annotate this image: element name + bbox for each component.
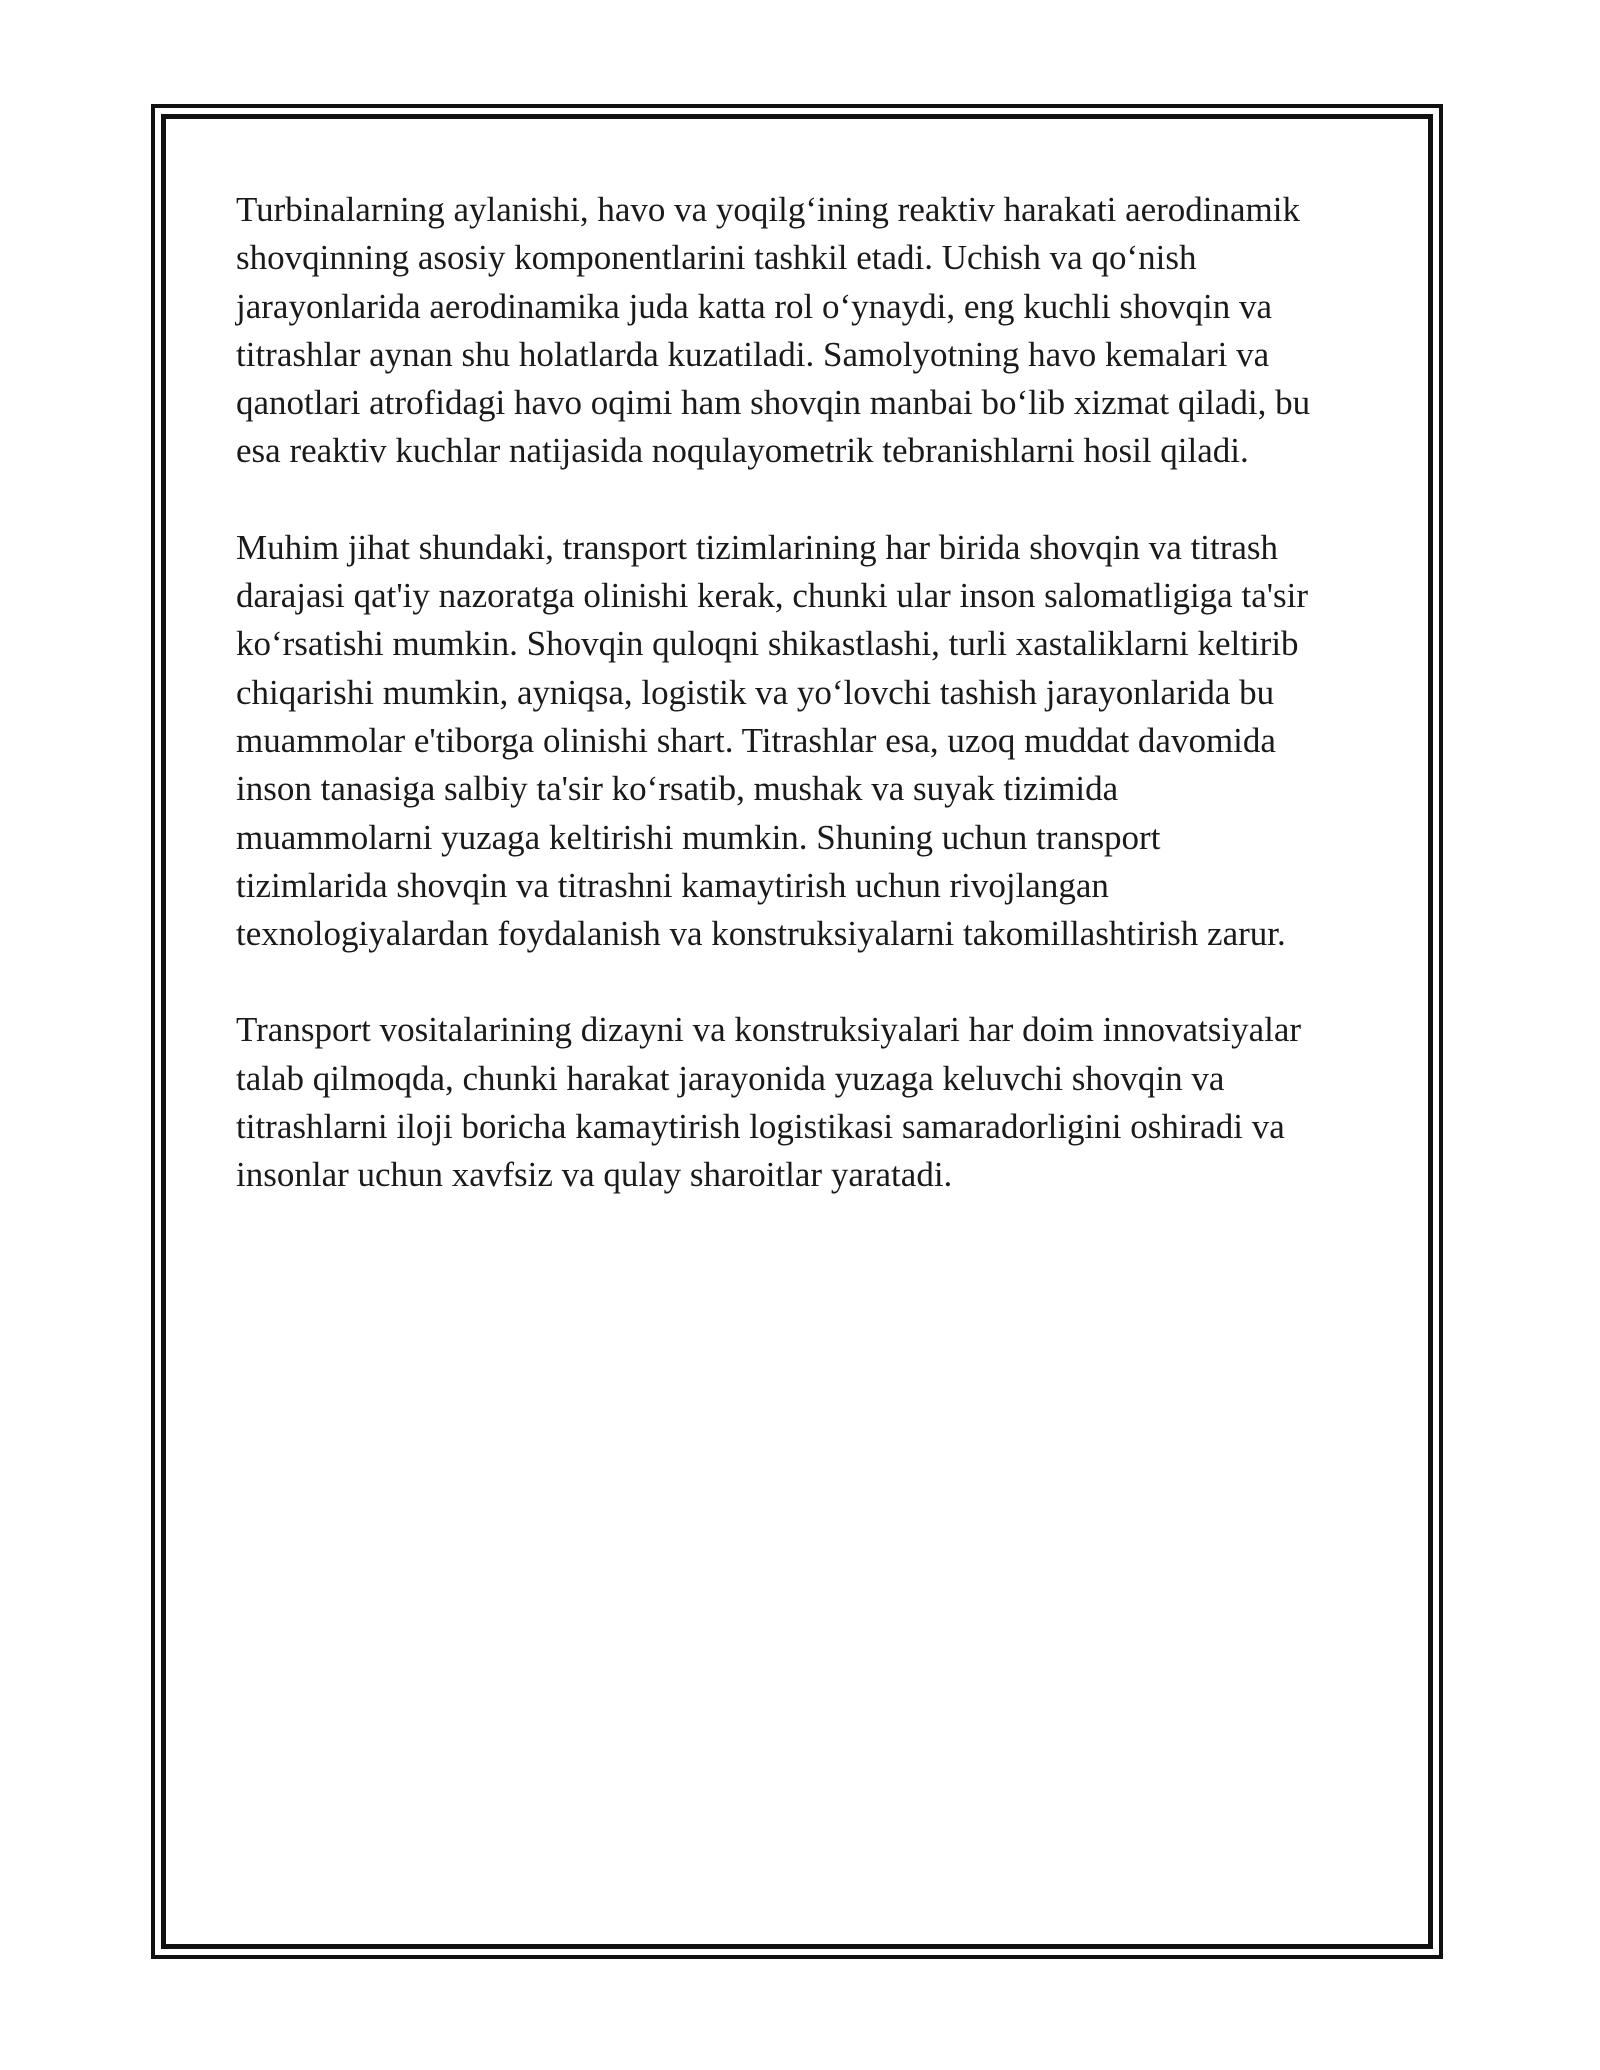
paragraph-2 (236, 524, 1376, 959)
text-line: titrashlar aynan shu holatlarda kuzatiladi. Samolyotning havo kemalari va (236, 334, 1270, 374)
text-line: chiqarishi mumkin, ayniqsa, logistik va yo‘lovchi tashish jarayonlarida bu (236, 672, 1275, 712)
text-line: inson tanasiga salbiy ta'sir ko‘rsatib, mushak va suyak tizimida (236, 769, 1119, 809)
text-line: muammolar e'tiborga olinishi shart. Titrashlar esa, uzoq muddat davomida (236, 720, 1276, 760)
text-line: Transport vositalarining dizayni va konstruksiyalari har doim innovatsiyalar (236, 1010, 1302, 1050)
text-line: darajasi qat'iy nazoratga olinishi kerak, chunki ular inson salomatligiga ta'sir (236, 576, 1309, 616)
text-line: ko‘rsatishi mumkin. Shovqin quloqni shikastlashi, turli xastaliklarni keltirib (236, 624, 1299, 664)
text-line: Turbinalarning aylanishi, havo va yoqilg‘ining reaktiv harakati aerodinamik (236, 190, 1300, 229)
text-line: shovqinning asosiy komponentlarini tashkil etadi. Uchish va qo‘nish (236, 238, 1197, 278)
text-line: insonlar uchun xavfsiz va qulay sharoitlar yaratadi. (236, 1155, 953, 1195)
text-line: titrashlarni iloji boricha kamaytirish logistikasi samaradorligini oshiradi va (236, 1107, 1285, 1147)
text-line: esa reaktiv kuchlar natijasida noqulayometrik tebranishlarni hosil qiladi. (236, 431, 1249, 471)
text-line: jarayonlarida aerodinamika juda katta rol o‘ynaydi, eng kuchli shovqin va (236, 286, 1273, 326)
text-line: tizimlarida shovqin va titrashni kamaytirish uchun rivojlangan (236, 865, 1109, 905)
paragraph-3 (236, 1006, 1376, 1199)
document-body (236, 186, 1376, 1248)
text-line: qanotlari atrofidagi havo oqimi ham shovqin manbai bo‘lib xizmat qiladi, bu (236, 383, 1311, 423)
paragraph-1 (236, 186, 1376, 476)
text-line: muammolarni yuzaga keltirishi mumkin. Shuning uchun transport (236, 817, 1161, 857)
text-line: Muhim jihat shundaki, transport tizimlarining har birida shovqin va titrash (236, 527, 1279, 567)
text-line: texnologiyalardan foydalanish va konstruksiyalarni takomillashtirish zarur. (236, 914, 1286, 954)
text-line: talab qilmoqda, chunki harakat jarayonida yuzaga keluvchi shovqin va (236, 1058, 1225, 1098)
